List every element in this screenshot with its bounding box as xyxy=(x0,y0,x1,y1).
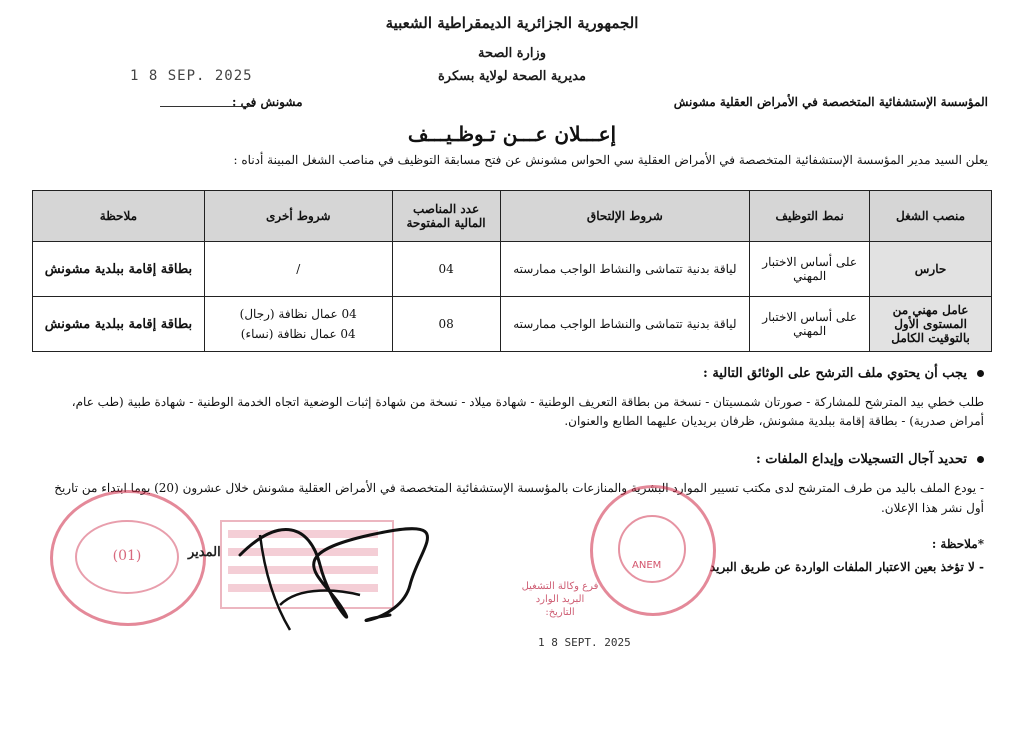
remark-text: - لا تؤخذ بعين الاعتبار الملفات الواردة عن طريق البريد xyxy=(709,560,984,574)
col-header-position: منصب الشغل xyxy=(870,191,992,242)
bullet-icon xyxy=(977,456,984,463)
cell-note: بطاقة إقامة ببلدية مشونش xyxy=(33,242,205,297)
place-date-label: مشونش في : xyxy=(232,95,303,109)
institution-name: المؤسسة الإستشفائية المتخصصة في الأمراض العقلية مشونش xyxy=(673,95,988,109)
registry-line: التاريخ: xyxy=(545,607,575,618)
documents-title: يجب أن يحتوي ملف الترشح على الوثائق التالية : xyxy=(703,366,967,381)
date-stamp: 1 8 SEP. 2025 xyxy=(130,68,253,84)
col-header-mode: نمط التوظيف xyxy=(750,191,870,242)
cell-conditions: لياقة بدنية تتماشى والنشاط الواجب ممارسته xyxy=(500,242,750,297)
registry-date: 1 8 SEPT. 2025 xyxy=(538,636,631,649)
cell-count: 08 xyxy=(392,297,500,352)
cell-other xyxy=(204,242,392,297)
intro-paragraph: يعلن السيد مدير المؤسسة الإستشفائية المتخصصة في الأمراض العقلية سي الحواس مشونش عن فتح مسابقة التوظيف في مناصب الشغل المبينة أدناه : xyxy=(233,153,988,167)
registry-line: فرع وكالة التشغيل xyxy=(521,581,599,592)
cell-position: حارس xyxy=(870,242,992,297)
deadline-heading xyxy=(756,452,984,467)
directorate-header: مديرية الصحة لولاية بسكرة xyxy=(437,69,586,84)
cell-other-line: 04 عمال نظافة (نساء) xyxy=(240,327,356,341)
announcement-title: إعـــلان عـــن تـوظـيـــف xyxy=(407,122,617,146)
col-header-note: ملاحظة xyxy=(33,191,205,242)
cell-conditions: لياقة بدنية تتماشى والنشاط الواجب ممارسته xyxy=(500,297,750,352)
cell-mode: على أساس الاختبار المهني xyxy=(750,242,870,297)
jobs-table xyxy=(32,190,992,352)
documents-heading xyxy=(703,366,984,381)
republic-header: الجمهورية الجزائرية الديمقراطية الشعبية xyxy=(385,14,639,32)
col-header-conditions: شروط الإلتحاق xyxy=(500,191,750,242)
registry-line: البريد الوارد xyxy=(535,594,585,605)
table-row xyxy=(33,297,992,352)
bullet-icon xyxy=(977,370,984,377)
director-label: المدير xyxy=(188,545,221,560)
table-row xyxy=(33,242,992,297)
anem-label: ANEM xyxy=(632,560,662,571)
deadline-title: تحديد آجال التسجيلات وإيداع الملفات : xyxy=(755,452,967,467)
cell-other xyxy=(204,297,392,352)
date-fill-line xyxy=(160,106,254,107)
cell-other-line: / xyxy=(296,262,301,276)
remark-title: *ملاحظة : xyxy=(931,537,984,551)
table-header-row xyxy=(33,191,992,242)
anem-seal-inner-ring xyxy=(618,515,686,583)
ministry-header: وزارة الصحة xyxy=(478,46,546,61)
registry-stamp xyxy=(510,580,610,619)
col-header-count: عدد المناصب المالية المفتوحة xyxy=(392,191,500,242)
col-header-other: شروط أخرى xyxy=(204,191,392,242)
documents-text: طلب خطي بيد المترشح للمشاركة - صورتان شمسيتان - نسخة من بطاقة التعريف الوطنية - شهادة ميلاد - نسخة من شهادة إثبات الوضعية اتجاه الخدمة الوطنية - شهادة طبية (طب عام، أمراض صدرية) - بطاقة إقامة ببلدية مشونش، ظرفان بريديان عليهما الطابع والعنوان. xyxy=(71,395,984,428)
cell-note: بطاقة إقامة ببلدية مشونش xyxy=(33,297,205,352)
cell-count: 04 xyxy=(392,242,500,297)
cell-mode: على أساس الاختبار المهني xyxy=(750,297,870,352)
deadline-text: - يودع الملف باليد من طرف المترشح لدى مكتب تسيير الموارد البشرية والمنازعات بالمؤسسة الإستشفائية المتخصصة في الأمراض العقلية مشونش خلال عشرون (20) يوما ابتداء من تاريخ أول نشر هذا الإعلان. xyxy=(54,481,984,515)
official-seal-code: (01) xyxy=(112,548,142,564)
cell-other-line: 04 عمال نظافة (رجال) xyxy=(239,307,357,321)
signature-icon xyxy=(220,495,440,645)
cell-position: عامل مهني من المستوى الأول بالتوقيت الكامل xyxy=(870,297,992,352)
